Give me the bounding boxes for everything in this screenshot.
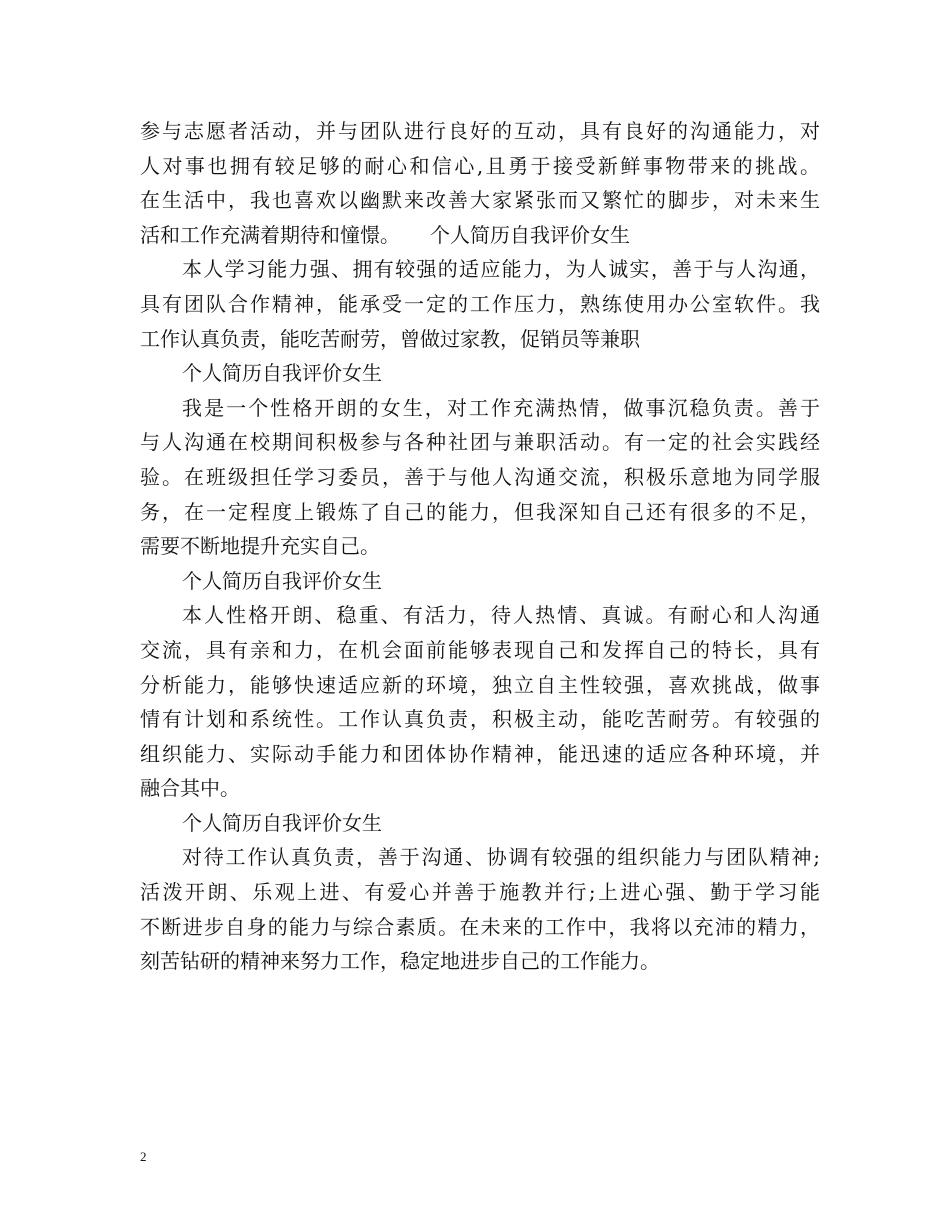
section-heading: 个人简历自我评价女生: [182, 568, 382, 593]
text-line: 与人沟通在校期间积极参与各种社团与兼职活动。有一定的社会实践经: [140, 430, 820, 455]
text-line: 需要不断地提升充实自己。: [140, 534, 380, 559]
text-line: 参与志愿者活动，并与团队进行良好的互动，具有良好的沟通能力，对: [140, 119, 820, 143]
text-line: 对待工作认真负责，善于沟通、协调有较强的组织能力与团队精神;: [182, 845, 820, 870]
text-line: 不断进步自身的能力与综合素质。在未来的工作中，我将以充沛的精力，: [140, 914, 820, 939]
text-line: 工作认真负责，能吃苦耐劳，曾做过家教，促销员等兼职: [140, 326, 640, 351]
text-line: 在生活中，我也喜欢以幽默来改善大家紧张而又繁忙的脚步，对未来生: [140, 188, 820, 213]
text-line: 融合其中。: [140, 776, 240, 801]
text-line: 交流，具有亲和力，在机会面前能够表现自己和发挥自己的特长，具有: [140, 637, 820, 662]
document-body: [140, 114, 820, 979]
text-line: 本人学习能力强、拥有较强的适应能力，为人诚实，善于与人沟通，: [182, 257, 820, 282]
section-heading: 个人简历自我评价女生: [430, 222, 630, 247]
text-line: 具有团队合作精神，能承受一定的工作压力，熟练使用办公室软件。我: [140, 291, 820, 316]
page-number: 2: [140, 1149, 147, 1164]
text-line: 情有计划和系统性。工作认真负责，积极主动，能吃苦耐劳。有较强的: [140, 707, 820, 732]
text-line: [140, 218, 820, 253]
text-line: 务，在一定程度上锻炼了自己的能力，但我深知自己还有很多的不足，: [140, 499, 820, 524]
text-line: 本人性格开朗、稳重、有活力，待人热情、真诚。有耐心和人沟通: [182, 603, 820, 628]
text-line: 验。在班级担任学习委员，善于与他人沟通交流，积极乐意地为同学服: [140, 464, 820, 489]
section-heading: 个人简历自我评价女生: [182, 810, 382, 835]
text-fragment: 活和工作充满着期待和憧憬。: [140, 222, 400, 247]
section-heading: 个人简历自我评价女生: [182, 361, 382, 386]
text-line: 人对事也拥有较足够的耐心和信心,且勇于接受新鲜事物带来的挑战。: [140, 153, 820, 178]
text-line: 活泼开朗、乐观上进、有爱心并善于施教并行;上进心强、勤于学习能: [140, 880, 820, 905]
text-line: 刻苦钻研的精神来努力工作，稳定地进步自己的工作能力。: [140, 949, 660, 974]
text-line: 分析能力，能够快速适应新的环境，独立自主性较强，喜欢挑战，做事: [140, 672, 820, 697]
text-line: 我是一个性格开朗的女生，对工作充满热情，做事沉稳负责。善于: [182, 395, 820, 420]
text-line: 组织能力、实际动手能力和团体协作精神，能迅速的适应各种环境，并: [140, 741, 820, 766]
